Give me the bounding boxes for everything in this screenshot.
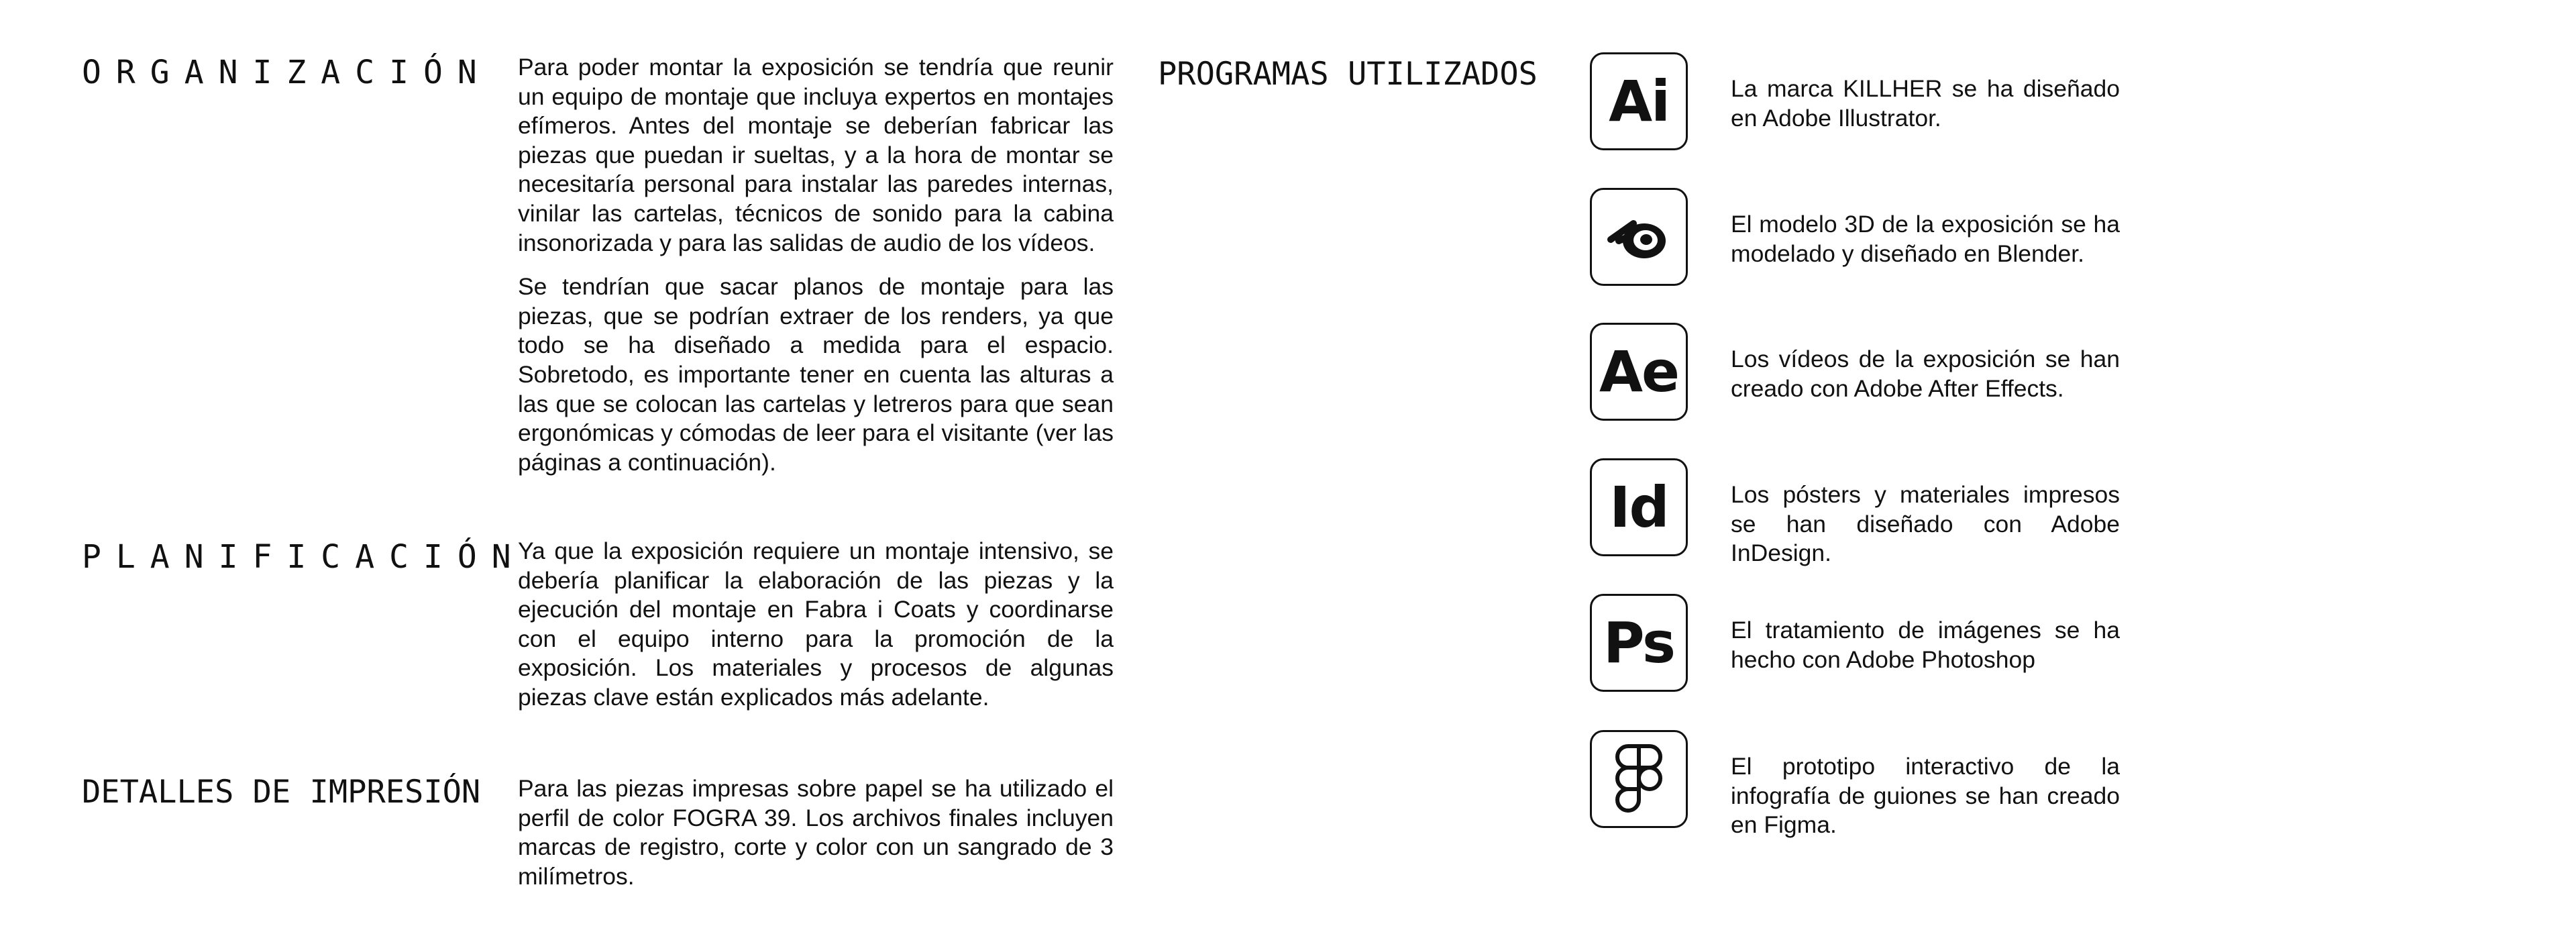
section-heading-detalles-impresion: DETALLES DE IMPRESIÓN bbox=[82, 774, 481, 811]
program-row-blender bbox=[1590, 188, 2120, 289]
program-description: Los pósters y materiales impresos se han diseñado con Adobe InDesign. bbox=[1731, 481, 2120, 567]
program-description: El prototipo interactivo de la infografía de guiones se han creado en Figma. bbox=[1731, 753, 2120, 839]
program-row-photoshop bbox=[1590, 594, 2120, 694]
section-heading-planificacion: PLANIFICACIÓN bbox=[82, 538, 526, 576]
section-body-detalles-impresion bbox=[518, 774, 1114, 906]
paragraph: Para las piezas impresas sobre papel se ha utilizado el perfil de color FOGRA 39. Los archivos finales incluyen marcas de registro, corte y color con un sangrado de 3 milímetros. bbox=[518, 775, 1114, 890]
section-body-organizacion bbox=[518, 53, 1114, 492]
icon-abbr: Ps bbox=[1603, 610, 1675, 676]
program-row-indesign bbox=[1590, 458, 2120, 567]
program-row-figma bbox=[1590, 730, 2120, 839]
paragraph: Ya que la exposición requiere un montaje intensivo, se debería planificar la elaboración de las piezas y la ejecución del montaje en Fabra i Coats y coordinarse con el equipo interno para la promoción de la exposición. Los materiales y procesos de algunas piezas clave están explicados más adelante. bbox=[518, 537, 1114, 711]
program-description: El tratamiento de imágenes se ha hecho con Adobe Photoshop bbox=[1731, 617, 2120, 673]
section-heading-programas: PROGRAMAS UTILIZADOS bbox=[1158, 56, 1538, 93]
program-description: Los vídeos de la exposición se han creado con Adobe After Effects. bbox=[1731, 346, 2120, 402]
blender-logo-graphic bbox=[1605, 210, 1672, 264]
section-body-planificacion bbox=[518, 537, 1114, 727]
paragraph: Para poder montar la exposición se tendría que reunir un equipo de montaje que incluya expertos en montajes efímeros. Antes del montaje se deberían fabricar las piezas que puedan ir sueltas, y a la hora de montar se necesitaría personal para instalar las paredes internas, vinilar las cartelas, técnicos de sonido para la cabina insonorizada y para las salidas de audio de los vídeos. bbox=[518, 54, 1114, 256]
photoshop-icon bbox=[1590, 594, 1688, 692]
program-row-after-effects bbox=[1590, 323, 2120, 423]
program-description: El modelo 3D de la exposición se ha modelado y diseñado en Blender. bbox=[1731, 211, 2120, 267]
icon-abbr: Ae bbox=[1599, 339, 1678, 405]
indesign-icon bbox=[1590, 458, 1688, 556]
program-description: La marca KILLHER se ha diseñado en Adobe Illustrator. bbox=[1731, 75, 2120, 132]
figma-icon bbox=[1590, 730, 1688, 828]
program-row-illustrator bbox=[1590, 52, 2120, 153]
section-heading-organizacion: ORGANIZACIÓN bbox=[82, 54, 492, 91]
illustrator-icon bbox=[1590, 52, 1688, 150]
icon-abbr: Ai bbox=[1609, 68, 1669, 134]
icon-abbr: Id bbox=[1609, 474, 1668, 540]
blender-icon bbox=[1590, 188, 1688, 286]
paragraph: Se tendrían que sacar planos de montaje para las piezas, que se podrían extraer de los renders, ya que todo se ha diseñado a medida para el espacio. Sobretodo, es importante tener en cuenta las alturas a las que se colocan las cartelas y letreros para que sean ergonómicas y cómodas de leer para el visitante (ver las páginas a continuación). bbox=[518, 273, 1114, 476]
after-effects-icon bbox=[1590, 323, 1688, 421]
figma-logo-graphic bbox=[1615, 744, 1662, 814]
